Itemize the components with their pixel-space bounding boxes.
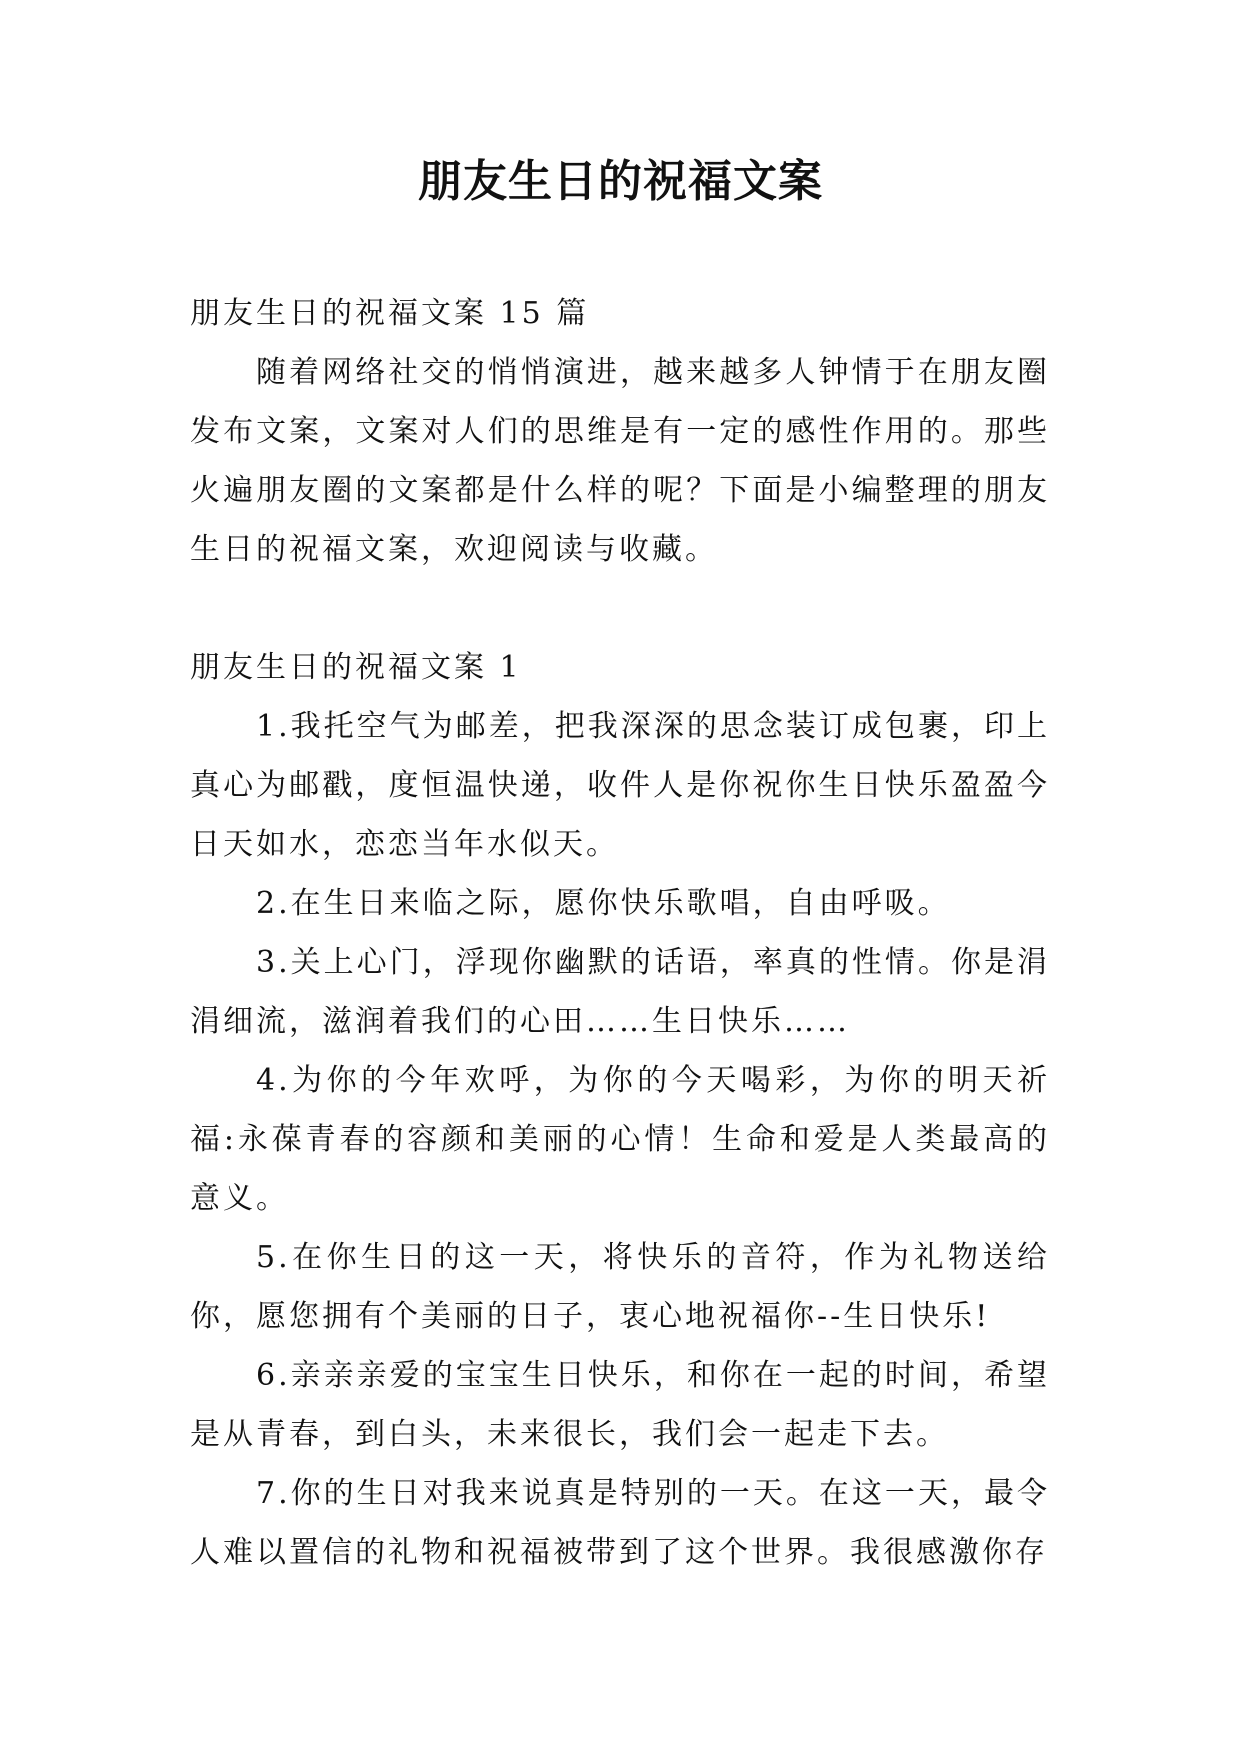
wish-item-5: 5.在你生日的这一天，将快乐的音符，作为礼物送给你，愿您拥有个美丽的日子，衷心地祝福你--生日快乐! — [190, 1240, 1050, 1334]
document-body — [190, 284, 1050, 1582]
wish-item-1: 1.我托空气为邮差，把我深深的思念装订成包裹，印上真心为邮戳，度恒温快递，收件人是你祝你生日快乐盈盈今日天如水，恋恋当年水似天。 — [190, 709, 1050, 862]
intro-paragraph: 随着网络社交的悄悄演进，越来越多人钟情于在朋友圈发布文案，文案对人们的思维是有一定的感性作用的。那些火遍朋友圈的文案都是什么样的呢？下面是小编整理的朋友生日的祝福文案，欢迎阅读与收藏。 — [190, 355, 1050, 567]
wish-item-4: 4.为你的今年欢呼，为你的今天喝彩，为你的明天祈福:永葆青春的容颜和美丽的心情！生命和爱是人类最高的意义。 — [190, 1063, 1050, 1216]
document-subtitle: 朋友生日的祝福文案 15 篇 — [190, 296, 590, 331]
section-heading: 朋友生日的祝福文案 1 — [190, 650, 522, 685]
wish-item-7: 7.你的生日对我来说真是特别的一天。在这一天，最令人难以置信的礼物和祝福被带到了这个世界。我很感激你存 — [190, 1476, 1050, 1570]
wish-item-3: 3.关上心门，浮现你幽默的话语，率真的性情。你是涓涓细流，滋润着我们的心田……生日快乐…… — [190, 945, 1050, 1039]
wish-item-2: 2.在生日来临之际，愿你快乐歌唱，自由呼吸。 — [256, 886, 951, 921]
document-title: 朋友生日的祝福文案 — [418, 156, 823, 207]
wish-item-6: 6.亲亲亲爱的宝宝生日快乐，和你在一起的时间，希望是从青春，到白头，未来很长，我们会一起走下去。 — [190, 1358, 1050, 1452]
paragraph-spacer — [190, 579, 1050, 638]
